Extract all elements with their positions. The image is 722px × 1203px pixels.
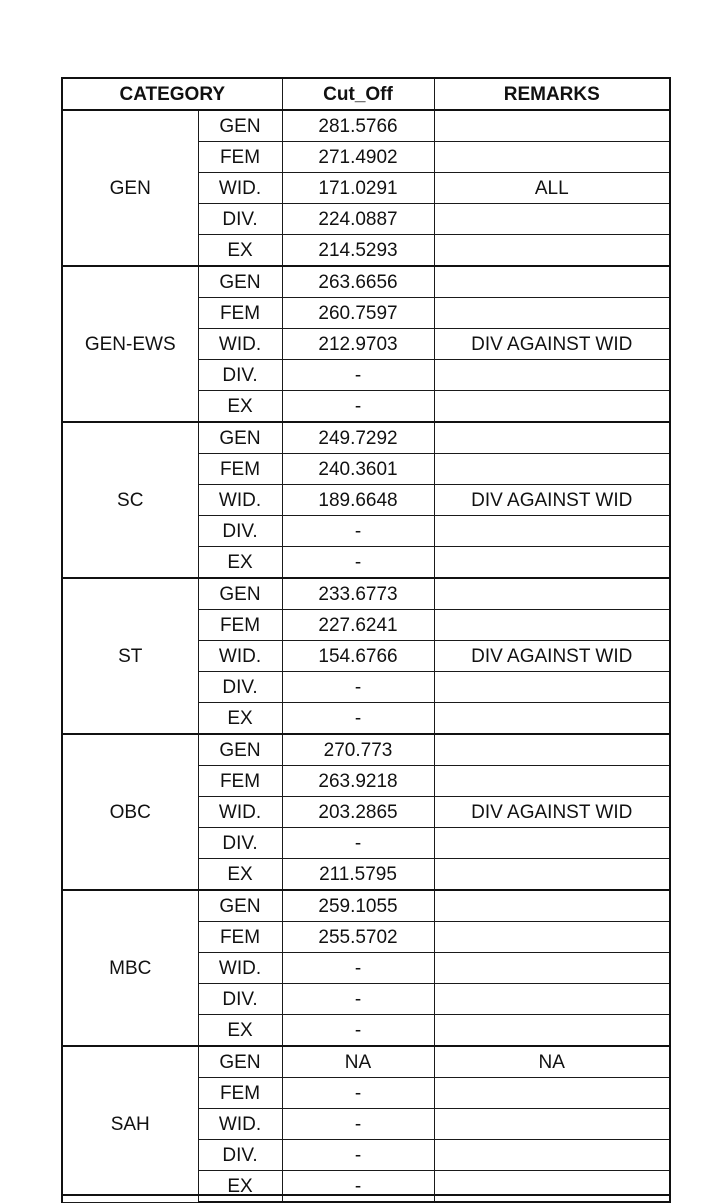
remarks-cell bbox=[434, 235, 670, 267]
subcategory-cell: WID. bbox=[198, 797, 282, 828]
bottom-rule bbox=[61, 1194, 669, 1196]
remarks-cell bbox=[434, 610, 670, 641]
category-cell: SC bbox=[62, 422, 198, 578]
table-row bbox=[62, 1046, 670, 1078]
header-cutoff: Cut_Off bbox=[282, 78, 434, 110]
remarks-cell bbox=[434, 859, 670, 891]
subcategory-cell: DIV. bbox=[198, 516, 282, 547]
cutoff-cell: 281.5766 bbox=[282, 110, 434, 142]
cutoff-cell: 227.6241 bbox=[282, 610, 434, 641]
subcategory-cell: FEM bbox=[198, 1078, 282, 1109]
cutoff-cell: 259.1055 bbox=[282, 890, 434, 922]
remarks-cell bbox=[434, 766, 670, 797]
subcategory-cell: EX bbox=[198, 235, 282, 267]
header-row bbox=[62, 78, 670, 110]
cutoff-cell: 211.5795 bbox=[282, 859, 434, 891]
cutoff-cell: - bbox=[282, 984, 434, 1015]
subcategory-cell: FEM bbox=[198, 922, 282, 953]
subcategory-cell: DIV. bbox=[198, 828, 282, 859]
table-row bbox=[62, 734, 670, 766]
cutoff-cell: - bbox=[282, 547, 434, 579]
remarks-cell: ALL bbox=[434, 173, 670, 204]
category-cell: GEN-EWS bbox=[62, 266, 198, 422]
cutoff-cell: 249.7292 bbox=[282, 422, 434, 454]
table-row bbox=[62, 110, 670, 142]
cutoff-cell: 255.5702 bbox=[282, 922, 434, 953]
cutoff-cell: - bbox=[282, 703, 434, 735]
cutoff-cell: 203.2865 bbox=[282, 797, 434, 828]
subcategory-cell: WID. bbox=[198, 1109, 282, 1140]
subcategory-cell: EX bbox=[198, 1171, 282, 1203]
subcategory-cell: FEM bbox=[198, 610, 282, 641]
cutoff-cell: 224.0887 bbox=[282, 204, 434, 235]
subcategory-cell: EX bbox=[198, 703, 282, 735]
cutoff-cell: 233.6773 bbox=[282, 578, 434, 610]
subcategory-cell: GEN bbox=[198, 110, 282, 142]
cutoff-cell: 171.0291 bbox=[282, 173, 434, 204]
remarks-cell bbox=[434, 298, 670, 329]
remarks-cell bbox=[434, 578, 670, 610]
remarks-cell bbox=[434, 516, 670, 547]
cutoff-cell: - bbox=[282, 828, 434, 859]
remarks-cell bbox=[434, 142, 670, 173]
remarks-cell bbox=[434, 1015, 670, 1047]
subcategory-cell: EX bbox=[198, 859, 282, 891]
category-cell: MBC bbox=[62, 890, 198, 1046]
cutoff-cell: - bbox=[282, 953, 434, 984]
cutoff-cell: - bbox=[282, 1140, 434, 1171]
remarks-cell bbox=[434, 422, 670, 454]
cutoff-cell: 214.5293 bbox=[282, 235, 434, 267]
cutoff-cell: - bbox=[282, 360, 434, 391]
subcategory-cell: DIV. bbox=[198, 204, 282, 235]
subcategory-cell: DIV. bbox=[198, 984, 282, 1015]
header-remarks: REMARKS bbox=[434, 78, 670, 110]
cutoff-cell: - bbox=[282, 1171, 434, 1203]
table-row bbox=[62, 266, 670, 298]
header-category: CATEGORY bbox=[62, 78, 282, 110]
cutoff-cell: - bbox=[282, 391, 434, 423]
category-cell: OBC bbox=[62, 734, 198, 890]
remarks-cell bbox=[434, 547, 670, 579]
remarks-cell bbox=[434, 454, 670, 485]
subcategory-cell: FEM bbox=[198, 766, 282, 797]
table-body bbox=[62, 110, 670, 1202]
remarks-cell bbox=[434, 734, 670, 766]
subcategory-cell: WID. bbox=[198, 953, 282, 984]
cutoff-cell: 263.9218 bbox=[282, 766, 434, 797]
table-row bbox=[62, 422, 670, 454]
cutoff-cell: 189.6648 bbox=[282, 485, 434, 516]
remarks-cell bbox=[434, 828, 670, 859]
remarks-cell bbox=[434, 204, 670, 235]
remarks-cell bbox=[434, 890, 670, 922]
remarks-cell: DIV AGAINST WID bbox=[434, 485, 670, 516]
category-cell: SAH bbox=[62, 1046, 198, 1202]
cutoff-cell: 154.6766 bbox=[282, 641, 434, 672]
subcategory-cell: WID. bbox=[198, 329, 282, 360]
cutoff-cell: 271.4902 bbox=[282, 142, 434, 173]
remarks-cell bbox=[434, 391, 670, 423]
remarks-cell bbox=[434, 953, 670, 984]
cutoff-cell: - bbox=[282, 1078, 434, 1109]
cutoff-cell: 212.9703 bbox=[282, 329, 434, 360]
remarks-cell bbox=[434, 266, 670, 298]
remarks-cell bbox=[434, 1109, 670, 1140]
cutoff-cell: NA bbox=[282, 1046, 434, 1078]
subcategory-cell: GEN bbox=[198, 890, 282, 922]
category-cell: ST bbox=[62, 578, 198, 734]
subcategory-cell: WID. bbox=[198, 485, 282, 516]
subcategory-cell: FEM bbox=[198, 142, 282, 173]
remarks-cell bbox=[434, 1171, 670, 1203]
cutoff-cell: 270.773 bbox=[282, 734, 434, 766]
subcategory-cell: GEN bbox=[198, 266, 282, 298]
remarks-cell bbox=[434, 703, 670, 735]
subcategory-cell: EX bbox=[198, 547, 282, 579]
remarks-cell bbox=[434, 360, 670, 391]
subcategory-cell: DIV. bbox=[198, 360, 282, 391]
cutoff-cell: - bbox=[282, 1015, 434, 1047]
table-row bbox=[62, 890, 670, 922]
remarks-cell: DIV AGAINST WID bbox=[434, 329, 670, 360]
cutoff-cell: - bbox=[282, 516, 434, 547]
category-cell: GEN bbox=[62, 110, 198, 266]
remarks-cell: NA bbox=[434, 1046, 670, 1078]
subcategory-cell: EX bbox=[198, 1015, 282, 1047]
subcategory-cell: GEN bbox=[198, 734, 282, 766]
remarks-cell: DIV AGAINST WID bbox=[434, 641, 670, 672]
remarks-cell bbox=[434, 110, 670, 142]
cutoff-cell: 260.7597 bbox=[282, 298, 434, 329]
remarks-cell bbox=[434, 1140, 670, 1171]
subcategory-cell: GEN bbox=[198, 422, 282, 454]
remarks-cell bbox=[434, 922, 670, 953]
subcategory-cell: WID. bbox=[198, 173, 282, 204]
cutoff-cell: - bbox=[282, 672, 434, 703]
subcategory-cell: GEN bbox=[198, 578, 282, 610]
subcategory-cell: EX bbox=[198, 391, 282, 423]
subcategory-cell: DIV. bbox=[198, 672, 282, 703]
cutoff-cell: 240.3601 bbox=[282, 454, 434, 485]
subcategory-cell: GEN bbox=[198, 1046, 282, 1078]
cutoff-cell: - bbox=[282, 1109, 434, 1140]
remarks-cell bbox=[434, 672, 670, 703]
cutoff-cell: 263.6656 bbox=[282, 266, 434, 298]
table-row bbox=[62, 578, 670, 610]
subcategory-cell: DIV. bbox=[198, 1140, 282, 1171]
cutoff-table bbox=[61, 77, 671, 1203]
subcategory-cell: WID. bbox=[198, 641, 282, 672]
subcategory-cell: FEM bbox=[198, 454, 282, 485]
remarks-cell bbox=[434, 1078, 670, 1109]
remarks-cell bbox=[434, 984, 670, 1015]
remarks-cell: DIV AGAINST WID bbox=[434, 797, 670, 828]
subcategory-cell: FEM bbox=[198, 298, 282, 329]
